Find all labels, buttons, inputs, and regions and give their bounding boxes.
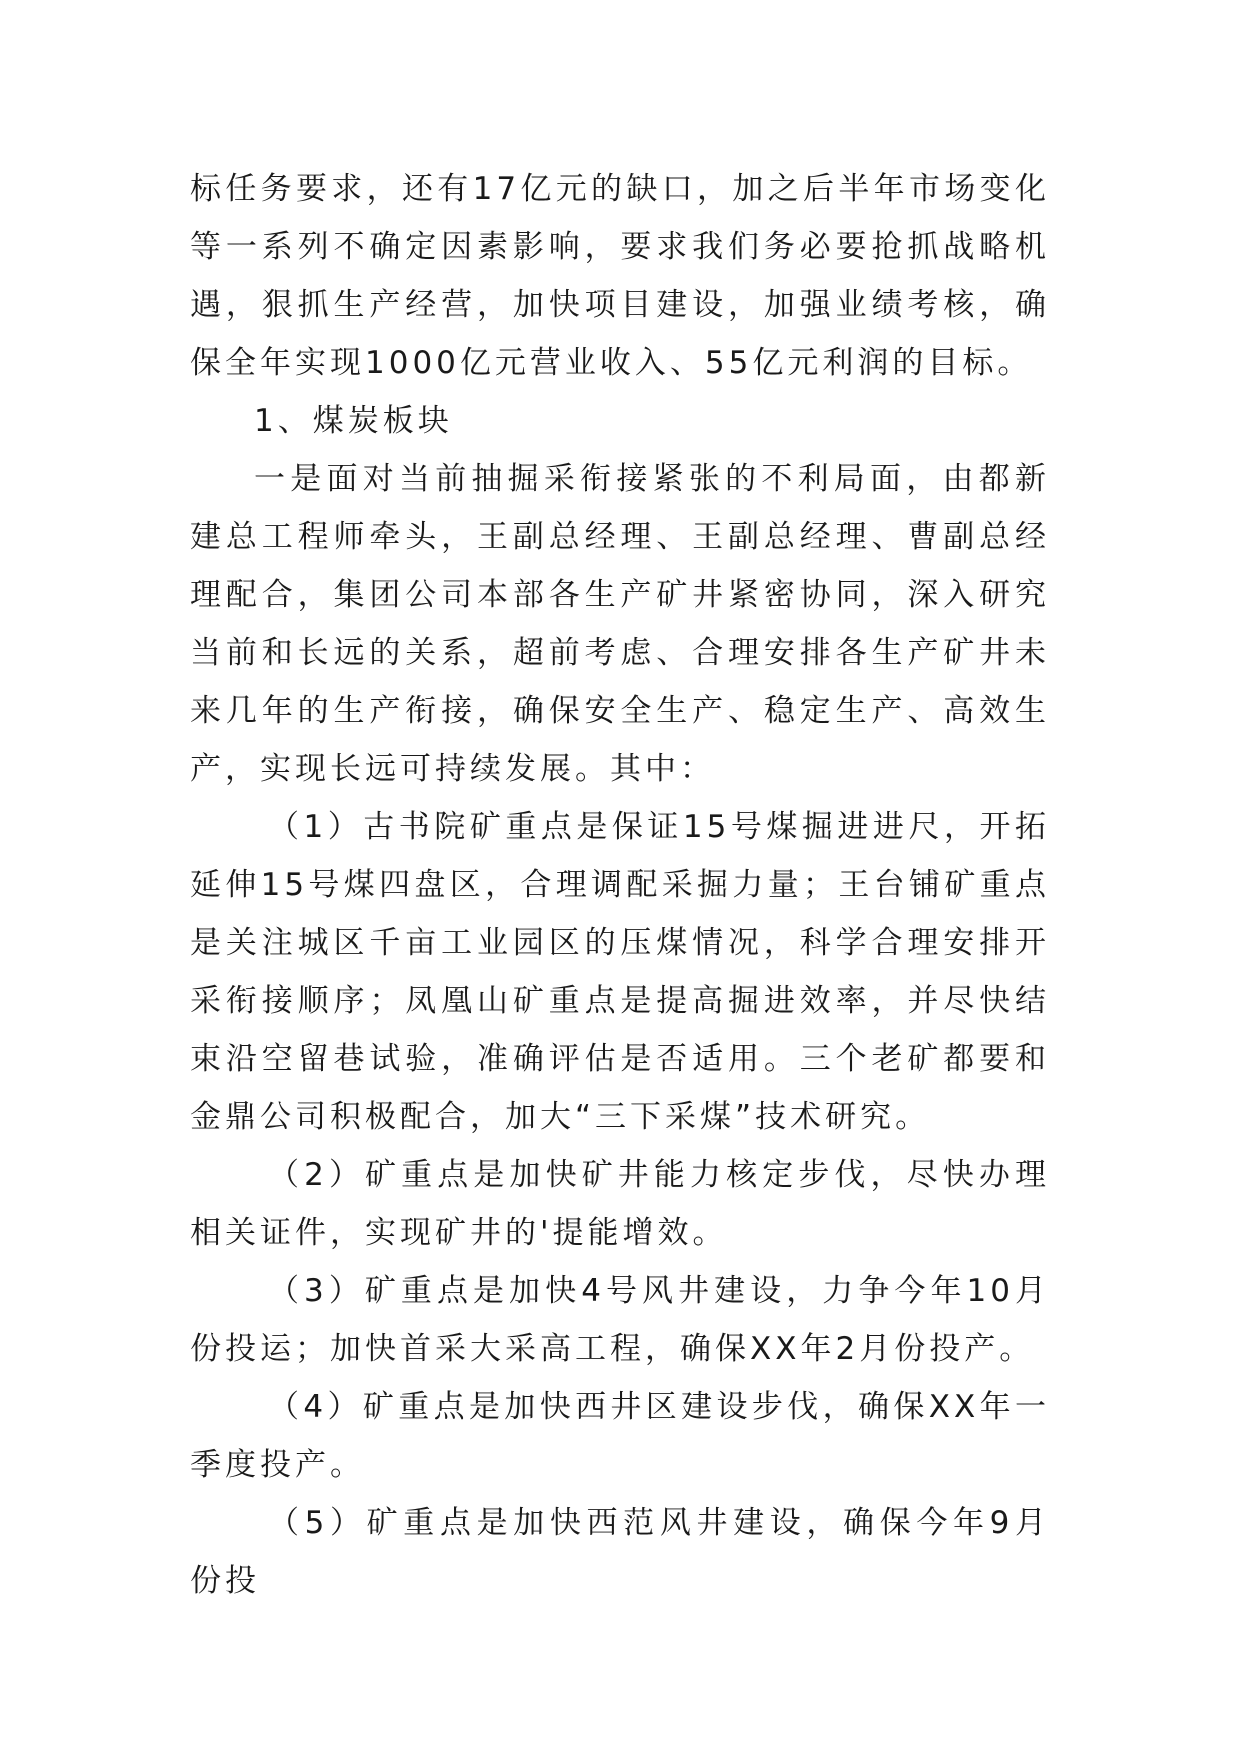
paragraph-item-5: （5）矿重点是加快西范风井建设，确保今年9月份投 [190,1505,1050,1599]
paragraph-item-2: （2）矿重点是加快矿井能力核定步伐，尽快办理相关证件，实现矿井的'提能增效。 [190,1157,1050,1251]
paragraph-coal-overview: 一是面对当前抽掘采衔接紧张的不利局面，由都新建总工程师牵头，王副总经理、王副总经理、曹副总经理配合，集团公司本部各生产矿井紧密协同，深入研究当前和长远的关系，超前考虑、合理安排各生产矿井未来几年的生产衔接，确保安全生产、稳定生产、高效生产，实现长远可持续发展。其中： [190,461,1050,787]
paragraph-item-1: （1）古书院矿重点是保证15号煤掘进进尺，开拓延伸15号煤四盘区，合理调配采掘力量；王台铺矿重点是关注城区千亩工业园区的压煤情况，科学合理安排开采衔接顺序；凤凰山矿重点是提高掘进效率，并尽快结束沿空留巷试验，准确评估是否适用。三个老矿都要和金鼎公司积极配合，加大“三下采煤”技术研究。 [190,809,1050,1135]
paragraph-item-3: （3）矿重点是加快4号风井建设，力争今年10月份投运；加快首采大采高工程，确保XX年2月份投产。 [190,1273,1050,1367]
paragraph-continuation: 标任务要求，还有17亿元的缺口，加之后半年市场变化等一系列不确定因素影响，要求我们务必要抢抓战略机遇，狠抓生产经营，加快项目建设，加强业绩考核，确保全年实现1000亿元营业收入、55亿元利润的目标。 [190,171,1050,381]
section-heading-coal: 1、煤炭板块 [254,403,453,439]
document-body [190,160,1050,1610]
paragraph-item-4: （4）矿重点是加快西井区建设步伐，确保XX年一季度投产。 [190,1389,1050,1483]
